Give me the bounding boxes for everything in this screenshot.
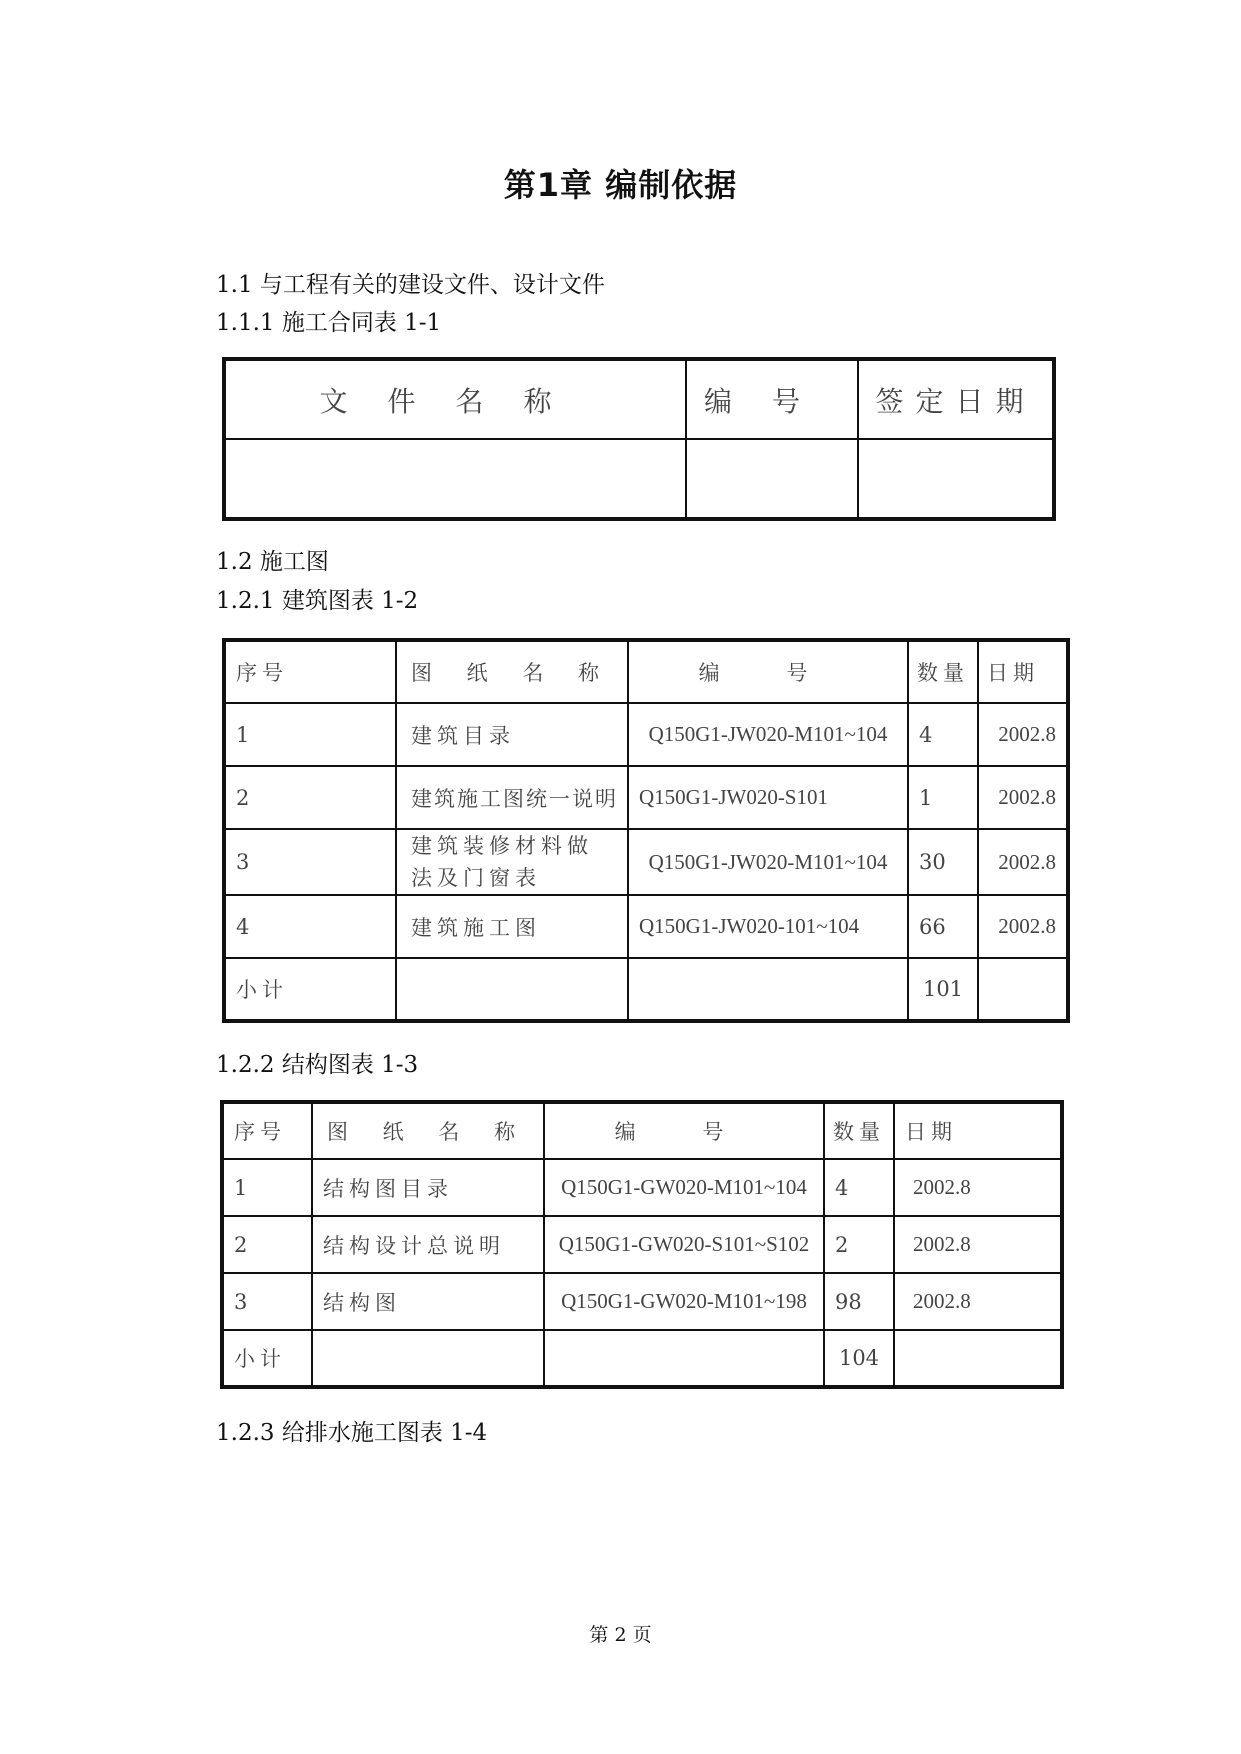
table-row	[224, 703, 1068, 766]
table-row	[224, 829, 1068, 895]
row-quantity: 66	[908, 895, 978, 958]
row-date: 2002.8	[894, 1273, 1062, 1330]
heading-1-1: 1.1 与工程有关的建设文件、设计文件	[216, 272, 605, 298]
row-drawing-name: 结构图目录	[312, 1159, 544, 1216]
row-code: Q150G1-JW020-M101~104	[628, 829, 908, 895]
row-serial: 2	[224, 766, 396, 829]
row-serial: 1	[222, 1159, 312, 1216]
table-row	[222, 1216, 1062, 1273]
table-row	[224, 766, 1068, 829]
header-drawing-name: 图 纸 名 称	[312, 1102, 544, 1159]
table-cell	[894, 1330, 1062, 1387]
row-serial: 2	[222, 1216, 312, 1273]
table-row	[224, 439, 1054, 519]
table-cell	[396, 958, 628, 1021]
row-code: Q150G1-JW020-M101~104	[628, 703, 908, 766]
heading-1-2: 1.2 施工图	[216, 549, 329, 575]
row-quantity: 4	[908, 703, 978, 766]
table-row	[224, 895, 1068, 958]
row-serial: 4	[224, 895, 396, 958]
header-date: 日期	[894, 1102, 1062, 1159]
row-code: Q150G1-GW020-M101~198	[544, 1273, 824, 1330]
table-header-row	[222, 1102, 1062, 1159]
header-file-name: 文件名称	[224, 359, 686, 439]
row-quantity: 30	[908, 829, 978, 895]
header-serial: 序号	[224, 640, 396, 703]
row-date: 2002.8	[978, 829, 1068, 895]
row-quantity: 98	[824, 1273, 894, 1330]
table-row	[222, 1159, 1062, 1216]
header-quantity: 数量	[908, 640, 978, 703]
row-date: 2002.8	[978, 895, 1068, 958]
row-date: 2002.8	[894, 1216, 1062, 1273]
subtotal-value: 104	[824, 1330, 894, 1387]
table-cell	[224, 439, 686, 519]
table-header-row	[224, 640, 1068, 703]
subtotal-row	[224, 958, 1068, 1021]
row-code: Q150G1-GW020-M101~104	[544, 1159, 824, 1216]
page-number: 第 2 页	[589, 1624, 652, 1646]
heading-1-1-1: 1.1.1 施工合同表 1-1	[216, 310, 442, 336]
subtotal-value: 101	[908, 958, 978, 1021]
row-code: Q150G1-GW020-S101~S102	[544, 1216, 824, 1273]
header-sign-date: 签定日期	[858, 359, 1054, 439]
structure-drawings-table	[220, 1100, 1064, 1389]
row-date: 2002.8	[978, 703, 1068, 766]
table-cell	[978, 958, 1068, 1021]
subtotal-label: 小计	[224, 958, 396, 1021]
row-drawing-name: 结构设计总说明	[312, 1216, 544, 1273]
row-code: Q150G1-JW020-S101	[628, 766, 908, 829]
table-cell	[628, 958, 908, 1021]
row-date: 2002.8	[894, 1159, 1062, 1216]
table-cell	[858, 439, 1054, 519]
table-cell	[312, 1330, 544, 1387]
header-code: 编 号	[544, 1102, 824, 1159]
header-code: 编 号	[628, 640, 908, 703]
table-header-row	[224, 359, 1054, 439]
row-serial: 3	[222, 1273, 312, 1330]
header-date: 日期	[978, 640, 1068, 703]
header-number: 编号	[686, 359, 858, 439]
header-quantity: 数量	[824, 1102, 894, 1159]
row-date: 2002.8	[978, 766, 1068, 829]
table-row	[222, 1273, 1062, 1330]
row-serial: 3	[224, 829, 396, 895]
row-serial: 1	[224, 703, 396, 766]
row-drawing-name: 建筑施工图	[396, 895, 628, 958]
architecture-drawings-table	[222, 638, 1070, 1023]
row-quantity: 1	[908, 766, 978, 829]
heading-1-2-2: 1.2.2 结构图表 1-3	[216, 1052, 419, 1078]
header-serial: 序号	[222, 1102, 312, 1159]
heading-1-2-1: 1.2.1 建筑图表 1-2	[216, 588, 419, 614]
row-code: Q150G1-JW020-101~104	[628, 895, 908, 958]
subtotal-row	[222, 1330, 1062, 1387]
table-cell	[544, 1330, 824, 1387]
heading-1-2-3: 1.2.3 给排水施工图表 1-4	[216, 1420, 488, 1446]
header-drawing-name: 图 纸 名 称	[396, 640, 628, 703]
row-quantity: 4	[824, 1159, 894, 1216]
row-drawing-name: 结构图	[312, 1273, 544, 1330]
row-quantity: 2	[824, 1216, 894, 1273]
chapter-title: 第1章 编制依据	[503, 166, 738, 204]
row-drawing-name: 建筑装修材料做法及门窗表	[396, 829, 628, 895]
table-cell	[686, 439, 858, 519]
row-drawing-name: 建筑施工图统一说明	[396, 766, 628, 829]
row-drawing-name: 建筑目录	[396, 703, 628, 766]
contract-table	[222, 357, 1056, 521]
subtotal-label: 小计	[222, 1330, 312, 1387]
